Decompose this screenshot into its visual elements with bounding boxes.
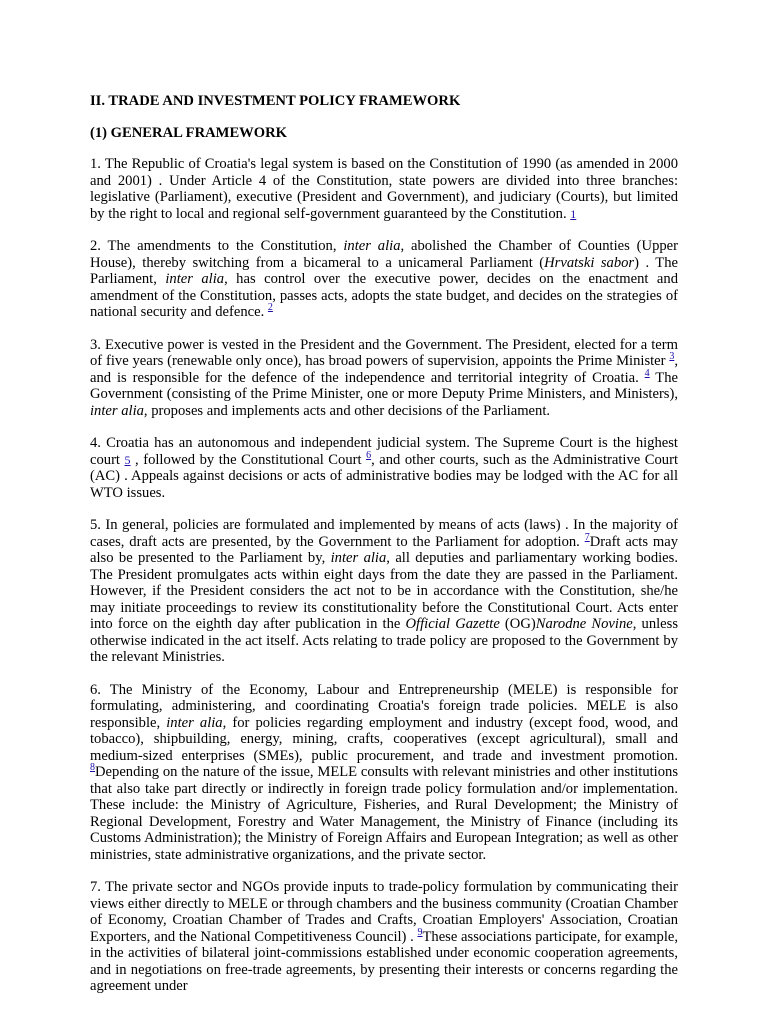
paragraph-2-italic-1: inter alia (343, 238, 401, 254)
paragraph-5-text-a: 5. In general, policies are formulated and implemented by means of acts (laws) . In the majority of cases, draft acts are presented, by the Government to the Parliament for adoption. (90, 517, 678, 550)
paragraph-4-text-a: 4. Croatia has an autonomous and independent judicial system. The Supreme Court is the highest court (90, 435, 678, 468)
paragraph-4 (90, 435, 678, 501)
paragraph-5-text-c: , all deputies and parliamentary working bodies. The President promulgates acts within eight days from the date they are passed in the Parliament. However, if the President considers the act not to be in accordance with the Constitution, she/he may initiate proceedings to review its constitutionality before the Constitutional Court. Acts enter into force on the eighth day after publication in the (90, 550, 678, 632)
paragraph-6-text-c: Depending on the nature of the issue, MELE consults with relevant ministries and other institutions that also take part directly or indirectly in foreign trade policy formulation and/or implementation. These include: the Ministry of Agriculture, Fisheries, and Rural Development; the Ministry of Regional Development, Forestry and Water Management, the Ministry of Finance (including its Customs Administration); the Ministry of Foreign Affairs and European Integration; as well as other ministries, state administrative organizations, and the private sector. (90, 764, 678, 863)
footnote-link-7[interactable]: 7 (584, 531, 590, 543)
paragraph-3-italic-1: inter alia (90, 402, 144, 419)
paragraph-5-italic-2: Official Gazette (405, 616, 500, 632)
paragraph-3 (90, 337, 678, 420)
paragraph-2-text-d: , has control over the executive power, decides on the enactment and amendment of the Constitution, passes acts, adopts the state budget, and decides on the strategies of national security and defence. (90, 271, 678, 320)
footnote-link-2[interactable]: 2 (267, 302, 273, 314)
paragraph-7-text-a: 7. The private sector and NGOs provide inputs to trade-policy formulation by communicating their views either directly to MELE or through chambers and the business community (Croatian Chamber of Economy, Croatian Chamber of Trades and Crafts, Croatian Employers' Association, Croatian Exporters, and the National Competitiveness Council) . (90, 879, 678, 945)
paragraph-2-italic-2: Hrvatski sabor (544, 254, 635, 271)
paragraph-3-text-c: The Government (consisting of the Prime Minister, one or more Deputy Prime Ministers, and Ministers), (90, 369, 678, 402)
footnote-link-1[interactable]: 1 (570, 206, 577, 221)
paragraph-5-italic-3: Narodne Novine (535, 616, 633, 632)
paragraph-2-text-a: 2. The amendments to the Constitution, (90, 238, 344, 254)
paragraph-3-text-a: 3. Executive power is vested in the President and the Government. The President, elected for a term of five years (renewable only once), has broad powers of supervision, appoints the Prime Minister (90, 336, 678, 369)
paragraph-6-text-a: 6. The Ministry of the Economy, Labour and Entrepreneurship (MELE) is responsible for formulating, administering, and coordinating Croatia's foreign trade policies. MELE is also responsible, (90, 681, 678, 731)
paragraph-1-text: 1. The Republic of Croatia's legal system is based on the Constitution of 1990 (as amended in 2000 and 2001) . Under Article 4 of the Constitution, state powers are divided into three branches: legislative (Parliament), executive (President and Government), and judiciary (Courts), but limited by the right to local and regional self-government guaranteed by the Constitution. (90, 156, 678, 222)
footnote-link-6[interactable]: 6 (366, 449, 372, 461)
subsection-title: (1) GENERAL FRAMEWORK (90, 125, 288, 141)
paragraph-5 (90, 517, 678, 666)
paragraph-6 (90, 682, 678, 864)
paragraph-1 (90, 156, 678, 222)
paragraph-2-text-b: , abolished the Chamber of Counties (Upper House), thereby switching from a bicameral to a unicameral Parliament ( (90, 238, 678, 271)
paragraph-5-italic-1: inter alia (330, 550, 387, 566)
footnote-link-9[interactable]: 9 (417, 926, 423, 938)
paragraph-4-text-b: , followed by the Constitutional Court (130, 451, 367, 468)
paragraph-5-text-e: , unless otherwise indicated in the act itself. Acts relating to trade policy are proposed to the Government by the relevant Ministries. (90, 616, 679, 665)
paragraph-2-text-c: ) . The Parliament, (90, 254, 678, 287)
footnote-link-5[interactable]: 5 (124, 452, 131, 467)
footnote-link-8[interactable]: 8 (90, 762, 95, 774)
paragraph-2 (90, 238, 678, 321)
paragraph-6-italic-1: inter alia (166, 714, 223, 731)
paragraph-7-text-b: These associations participate, for example, in the activities of bilateral joint-commissions established under economic cooperation agreements, and in negotiations on free-trade agreements, by presenting their interests or concerns regarding the agreement under (90, 928, 679, 994)
paragraph-2-italic-3: inter alia (165, 271, 225, 287)
paragraph-6-text-b: , for policies regarding employment and industry (except food, wood, and tobacco), shipbuilding, energy, mining, crafts, cooperatives (except agricultural), small and medium-sized enterprises (SMEs), public procurement, and trade and investment promotion. (90, 714, 678, 764)
paragraph-4-text-c: , and other courts, such as the Administrative Court (AC) . Appeals against decisions or acts of administrative bodies may be lodged with the AC for all WTO issues. (90, 451, 678, 501)
paragraph-3-text-d: , proposes and implements acts and other decisions of the Parliament. (143, 402, 551, 419)
section-title: II. TRADE AND INVESTMENT POLICY FRAMEWORK (90, 93, 461, 109)
paragraph-7 (90, 879, 678, 995)
paragraph-3-text-b: , and is responsible for the defence of the independence and territorial integrity of Croatia. (90, 353, 678, 386)
footnote-link-4[interactable]: 4 (644, 367, 650, 379)
paragraph-5-text-b: Draft acts may also be presented to the Parliament by, (90, 533, 679, 566)
footnote-link-3[interactable]: 3 (669, 351, 675, 363)
paragraph-5-text-d: (OG) (499, 616, 536, 632)
